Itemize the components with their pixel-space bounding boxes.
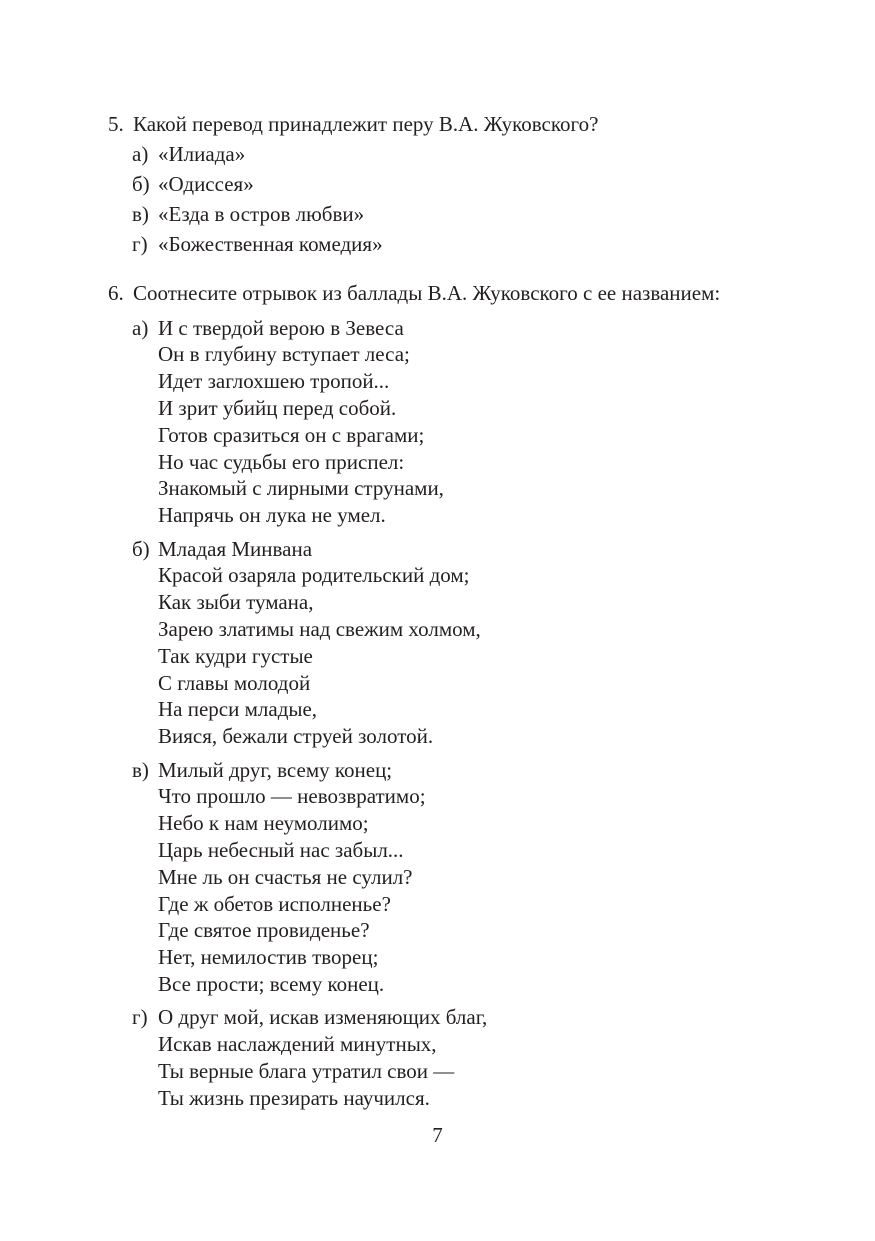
option-line: Милый друг, всему конец; — [158, 757, 393, 782]
answer-option — [132, 229, 848, 259]
option-line: «Одиссея» — [158, 172, 254, 196]
answer-option — [132, 757, 848, 998]
option-line: Готов сразиться он с врагами; — [158, 422, 425, 447]
option-line: Небо к нам неумолимо; — [158, 811, 369, 836]
option-label: в) — [132, 202, 149, 226]
option-line: Нет, немилостив творец; — [158, 945, 379, 970]
option-line: «Езда в остров любви» — [158, 202, 365, 226]
question-text: Какой перевод принадлежит перу В.А. Жуковского? — [133, 112, 599, 136]
option-text — [158, 536, 481, 750]
answer-option — [132, 1004, 848, 1111]
option-label: г) — [132, 1005, 148, 1030]
option-line: Но час судьбы его приспел: — [158, 449, 405, 474]
question-heading — [108, 109, 848, 139]
option-text — [158, 757, 426, 998]
option-line: Где святое провиденье? — [158, 918, 370, 943]
option-line: Зарею златимы над свежим холмом, — [158, 616, 481, 641]
page-number: 7 — [432, 1123, 443, 1147]
option-line: «Илиада» — [158, 142, 246, 166]
option-line: Царь небесный нас забыл... — [158, 837, 404, 862]
option-text — [158, 199, 364, 229]
answer-option — [132, 315, 848, 529]
question-6 — [108, 278, 848, 1111]
option-line: «Божественная комедия» — [158, 232, 383, 256]
option-line: Напрячь он лука не умел. — [158, 503, 386, 528]
question-heading — [108, 278, 848, 308]
option-line: Вияся, бежали струей золотой. — [158, 724, 434, 749]
option-line: Что прошло — невозвратимо; — [158, 784, 426, 809]
option-label: б) — [132, 172, 150, 196]
answer-option — [132, 139, 848, 169]
option-line: Идет заглохшею тропой... — [158, 369, 390, 394]
option-label: в) — [132, 757, 149, 782]
option-line: Ты верные блага утратил свои — — [158, 1058, 455, 1083]
option-text — [158, 315, 444, 529]
question-number: 5. — [108, 112, 124, 136]
option-line: Где ж обетов исполненье? — [158, 891, 391, 916]
question-text: Соотнесите отрывок из баллады В.А. Жуковского с ее названием: — [133, 281, 721, 305]
option-line: На перси младые, — [158, 697, 318, 722]
option-line: Он в глубину вступает леса; — [158, 342, 410, 367]
option-label: а) — [132, 142, 149, 166]
question-5 — [108, 109, 848, 259]
option-line: Младая Минвана — [158, 536, 313, 561]
question-number: 6. — [108, 281, 124, 305]
option-text — [158, 139, 245, 169]
option-label: а) — [132, 315, 149, 340]
page-content — [108, 109, 848, 1111]
option-line: С главы молодой — [158, 670, 311, 695]
option-line: Знакомый с лирными струнами, — [158, 476, 444, 501]
option-line: И зрит убийц перед собой. — [158, 395, 397, 420]
option-line: Так кудри густые — [158, 643, 313, 668]
option-line: Мне ль он счастья не сулил? — [158, 864, 413, 889]
option-label: г) — [132, 232, 148, 256]
answer-option — [132, 199, 848, 229]
option-line: И с твердой верою в Зевеса — [158, 315, 404, 340]
option-text — [158, 169, 254, 199]
answer-option — [132, 169, 848, 199]
option-text — [158, 229, 383, 259]
option-line: Красой озаряла родительский дом; — [158, 563, 470, 588]
option-label: б) — [132, 536, 150, 561]
option-text — [158, 1004, 487, 1111]
option-line: Искав наслаждений минутных, — [158, 1032, 437, 1057]
answer-option — [132, 536, 848, 750]
option-line: Все прости; всему конец. — [158, 971, 385, 996]
option-line: О друг мой, искав изменяющих благ, — [158, 1005, 488, 1030]
option-line: Как зыби тумана, — [158, 590, 314, 615]
option-line: Ты жизнь презирать научился. — [158, 1085, 430, 1110]
